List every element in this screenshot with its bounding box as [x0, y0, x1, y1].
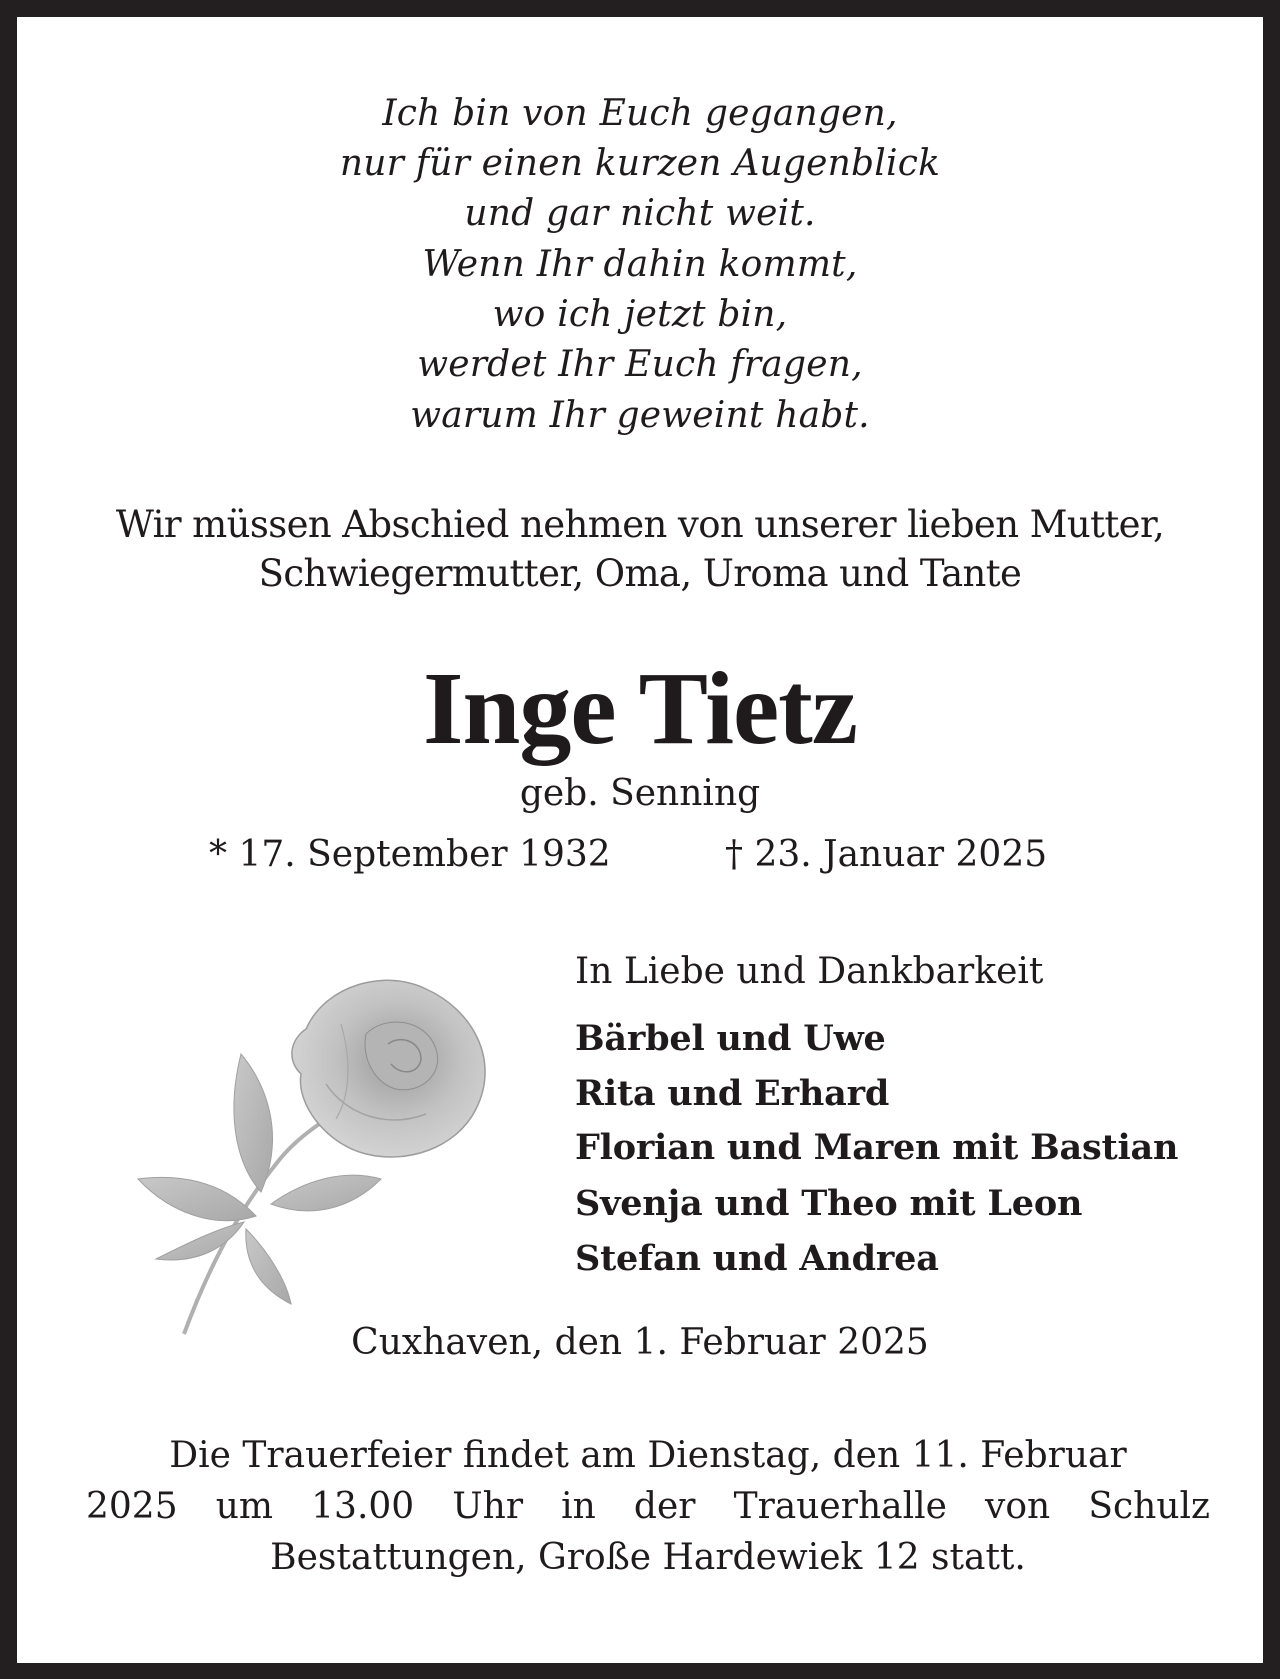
obituary-notice: [17, 17, 1263, 1663]
mourner-name: Rita und Erhard: [575, 1073, 890, 1114]
intro-line: Schwiegermutter, Oma, Uroma und Tante: [258, 552, 1022, 595]
service-line: Bestattungen, Große Hardewiek 12 statt.: [270, 1537, 1026, 1578]
place-date: Cuxhaven, den 1. Februar 2025: [351, 1322, 929, 1363]
poem-line: warum Ihr geweint habt.: [410, 395, 870, 436]
mourner-name: Florian und Maren mit Bastian: [575, 1127, 1179, 1168]
maiden-name: geb. Senning: [519, 773, 761, 814]
life-dates: [17, 834, 1263, 877]
death-date: † 23. Januar 2025: [725, 834, 1048, 875]
poem-line: werdet Ihr Euch fragen,: [417, 344, 863, 385]
deceased-name: Inge Tietz: [423, 651, 857, 766]
poem-line: nur für einen kurzen Augenblick: [339, 143, 941, 184]
intro-line: Wir müssen Abschied nehmen von unserer lieben Mutter,: [115, 503, 1165, 546]
mourners-heading: In Liebe und Dankbarkeit: [575, 951, 1044, 992]
poem-line: Ich bin von Euch gegangen,: [382, 93, 898, 134]
rose-illustration-icon: [126, 964, 496, 1344]
mourner-name: Bärbel und Uwe: [575, 1018, 886, 1059]
poem-line: und gar nicht weit.: [464, 193, 816, 234]
poem-line: wo ich jetzt bin,: [492, 294, 788, 335]
poem-line: Wenn Ihr dahin kommt,: [422, 244, 858, 285]
service-line: 2025 um 13.00 Uhr in der Trauerhalle von Schulz: [86, 1486, 1210, 1527]
mourner-name: Stefan und Andrea: [575, 1238, 939, 1279]
mourner-name: Svenja und Theo mit Leon: [575, 1183, 1083, 1224]
birth-date: * 17. September 1932: [209, 834, 611, 875]
funeral-service-info: [86, 1430, 1210, 1583]
service-line: Die Trauerfeier findet am Dienstag, den 11. Februar: [169, 1435, 1127, 1476]
